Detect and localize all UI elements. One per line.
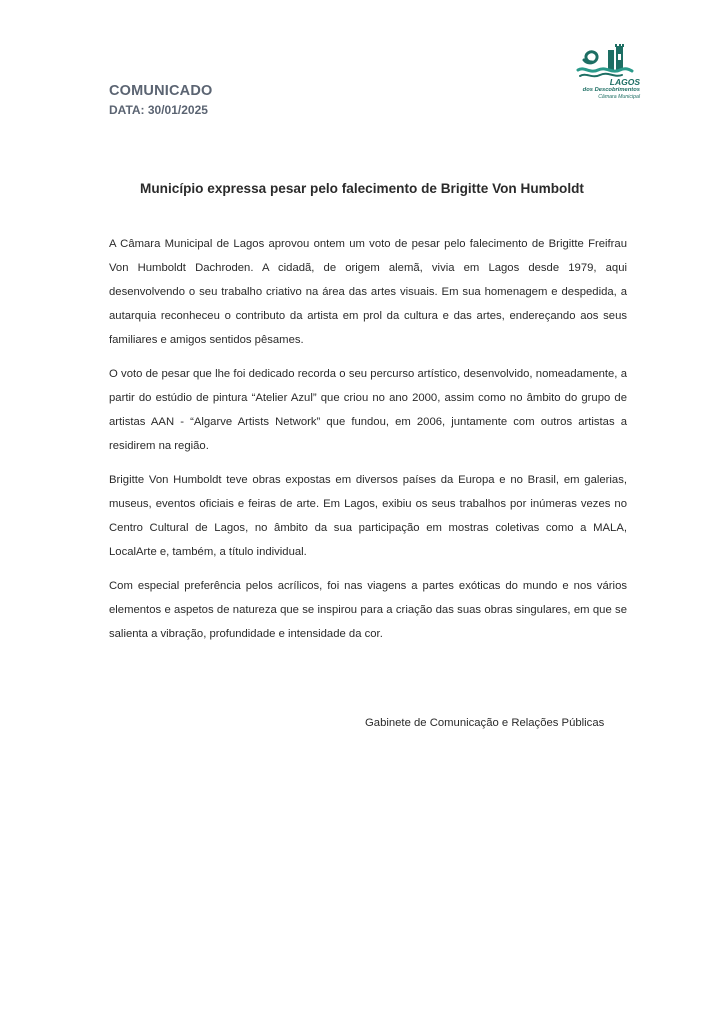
body-paragraph: Brigitte Von Humboldt teve obras expostas em diversos países da Europa e no Brasil, em galerias, museus, eventos oficiais e feiras de arte. Em Lagos, exibiu os seus trabalhos por inúmeras vezes no Centro Cultural de Lagos, no âmbito da sua participação em mostras coletivas como a MALA, LocalArte e, também, a título individual. (109, 474, 627, 558)
signature-department: Gabinete de Comunicação e Relações Públicas (365, 717, 605, 729)
body-paragraph: Com especial preferência pelos acrílicos, foi nas viagens a partes exóticas do mundo e nos vários elementos e aspetos de natureza que se inspirou para a criação das suas obras singulares, em que se salienta a vibração, profundidade e intensidade da cor. (109, 580, 627, 640)
document-date: DATA: 30/01/2025 (109, 103, 208, 117)
lagos-municipal-logo (570, 40, 640, 112)
lagos-municipal-logo-icon (570, 40, 640, 80)
document-header (109, 82, 213, 118)
press-release-title: Município expressa pesar pelo falecimento de Brigitte Von Humboldt (140, 181, 584, 196)
logo-subtitle: Câmara Municipal (598, 94, 640, 100)
logo-name: LAGOS (609, 77, 640, 87)
document-type-label: COMUNICADO (109, 83, 213, 99)
press-release-body (109, 232, 627, 656)
body-paragraph: A Câmara Municipal de Lagos aprovou ontem um voto de pesar pelo falecimento de Brigitte Freifrau Von Humboldt Dachroden. A cidadã, de origem alemã, vivia em Lagos desde 1979, aqui desenvolvendo o seu trabalho criativo na área das artes visuais. Em sua homenagem e despedida, a autarquia reconheceu o contributo da artista em prol da cultura e das artes, endereçando aos seus familiares e amigos sentidos pêsames. (109, 238, 627, 346)
logo-tagline: dos Descobrimentos (582, 87, 640, 93)
body-paragraph: O voto de pesar que lhe foi dedicado recorda o seu percurso artístico, desenvolvido, nomeadamente, a partir do estúdio de pintura “Atelier Azul” que criou no ano 2000, assim como no âmbito do grupo de artistas AAN - “Algarve Artists Network” que fundou, em 2006, juntamente com outros artistas a residirem na região. (109, 368, 627, 452)
